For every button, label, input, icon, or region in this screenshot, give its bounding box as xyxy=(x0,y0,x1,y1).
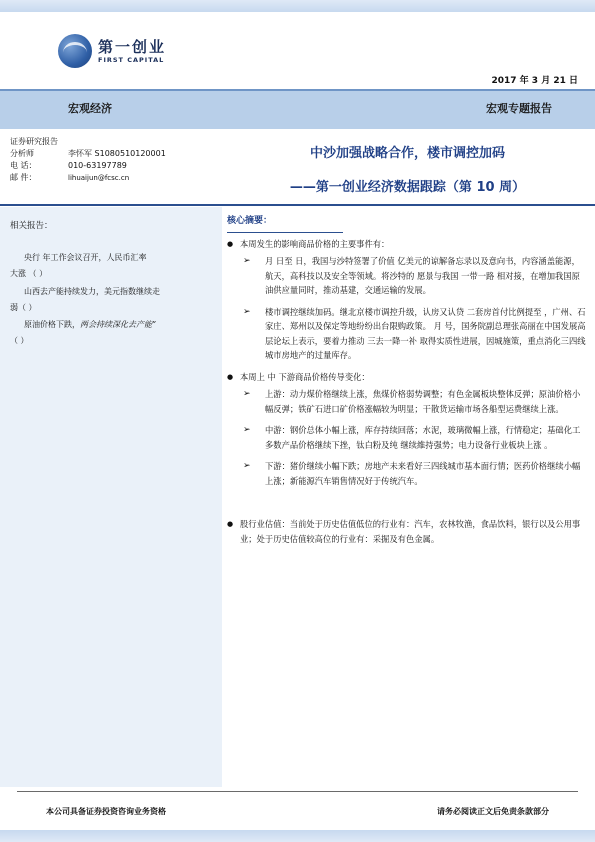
bullet-dot-icon: ● xyxy=(227,239,234,248)
sub-item-text: 月 日至 日，我国与沙特签署了价值 亿美元的谅解备忘录以及意向书，内容涵盖能源，航天，高科技以及安全等领域。将沙特的 愿景与我国 一带一路 相对接，在增加我国原油供应量同时，推动基建，交通运输的发展。 xyxy=(265,256,580,295)
related-report-item[interactable] xyxy=(10,317,220,349)
footer-disclaimer: 请务必阅读正文后免责条款部分 xyxy=(437,807,549,816)
arrow-bullet-icon: ➢ xyxy=(243,461,251,471)
related-report-line xyxy=(10,317,220,333)
related-report-line: 弱（ ） xyxy=(10,303,37,312)
analyst-heading: 证券研究报告 xyxy=(10,137,58,146)
phone-label: 电 话： xyxy=(10,161,37,170)
analyst-info xyxy=(10,136,210,184)
sub-item xyxy=(243,387,587,416)
related-report-line: 央行 年工作会议召开，人民币汇率 xyxy=(24,253,147,262)
related-report-line: 山西去产能持续发力，美元指数继续走 xyxy=(24,287,160,296)
bullet-text: 股行业估值：当前处于历史估值低位的行业有：汽车，农林牧渔，食品饮料，银行以及公用事业；处于历史估值较高位的行业有：采掘及有色金属。 xyxy=(240,519,581,544)
analyst-value: 李怀军 S1080510120001 xyxy=(68,149,166,158)
related-report-italic: 两会持续深化去产能” xyxy=(80,320,157,329)
related-report-item[interactable] xyxy=(10,250,220,282)
top-decorative-stripe xyxy=(0,0,595,12)
report-subtitle: ——第一创业经济数据跟踪（第 10 周） xyxy=(289,180,526,195)
email-value[interactable]: lihuaijun@fcsc.cn xyxy=(68,174,130,182)
related-report-line: 大涨 （ ） xyxy=(10,269,48,278)
sub-item-text: 上游：动力煤价格继续上涨，焦煤价格弱势调整；有色金属板块整体反弹；原油价格小幅反弹；铁矿石进口矿价格涨幅较为明显；干散货运输市场各船型运费继续上涨。 xyxy=(265,389,581,414)
related-report-text: 原油价格下跌， xyxy=(24,320,80,329)
arrow-bullet-icon: ➢ xyxy=(243,256,251,266)
phone-value: 010-63197789 xyxy=(68,161,127,170)
title-divider xyxy=(0,204,595,206)
summary-heading: 核心摘要： xyxy=(227,214,343,233)
summary-section xyxy=(227,214,587,549)
report-title: 中沙加强战略合作，楼市调控加码 xyxy=(309,146,505,161)
report-date: 2017 年 3 月 21 日 xyxy=(491,76,578,86)
bullet-dot-icon: ● xyxy=(227,520,234,528)
globe-logo-icon xyxy=(58,34,92,68)
arrow-bullet-icon: ➢ xyxy=(243,306,251,317)
bullet-item xyxy=(227,237,587,252)
analyst-row xyxy=(10,148,210,160)
sub-item xyxy=(243,423,587,452)
analyst-label: 分析师 xyxy=(10,149,34,158)
footer-qualification: 本公司具备证券投资咨询业务资格 xyxy=(46,807,166,816)
email-label: 邮 件： xyxy=(10,173,37,182)
sub-item-text: 楼市调控继续加码。继北京楼市调控升级，认房又认贷 二套房首付比例提至 ，广州、石家庄、郑州以及保定等地纷纷出台限购政策。 月 号，国务院副总理张高丽在中国发展高层论坛上表示，要着力推动 三去一降一补 取得实质性进展，因城施策，重点消化三四线城市房地产的过量库存。 xyxy=(265,306,586,360)
sub-item xyxy=(243,254,587,298)
bullet-text: 本周发生的影响商品价格的主要事件有： xyxy=(240,238,390,249)
related-report-item[interactable] xyxy=(10,284,220,316)
logo-name-cn: 第一创业 xyxy=(98,38,167,56)
bullet-item xyxy=(227,517,587,546)
sub-item-text: 下游：猪价继续小幅下跌；房地产未来看好三四线城市基本面行情；医药价格继续小幅上涨；新能源汽车销售情况好于传统汽车。 xyxy=(265,461,581,486)
bottom-decorative-stripe xyxy=(0,830,595,842)
related-reports-heading: 相关报告： xyxy=(10,221,53,231)
phone-row xyxy=(10,160,210,172)
bullet-item xyxy=(227,370,587,385)
arrow-bullet-icon: ➢ xyxy=(243,389,251,399)
company-logo xyxy=(58,34,178,68)
sub-item-text: 中游：钢价总体小幅上涨，库存持续回落；水泥，玻璃微幅上涨，行情稳定；基础化工多数产品价格继续下挫，钛白粉及纯 继续維持强势；电力设备行业板块上涨 。 xyxy=(265,425,581,450)
footer-divider xyxy=(17,791,578,792)
related-report-line: （ ） xyxy=(10,336,29,345)
bullet-text: 本周上 中 下游商品价格传导变化： xyxy=(240,371,370,382)
sub-item xyxy=(243,305,587,363)
arrow-bullet-icon: ➢ xyxy=(243,425,251,435)
email-row xyxy=(10,172,210,184)
sub-item xyxy=(243,459,587,488)
logo-name-en: FIRST CAPITAL xyxy=(98,56,165,64)
category-label: 宏观经济 xyxy=(68,102,112,115)
bullet-dot-icon: ● xyxy=(227,372,234,381)
report-type-label: 宏观专题报告 xyxy=(486,102,552,115)
